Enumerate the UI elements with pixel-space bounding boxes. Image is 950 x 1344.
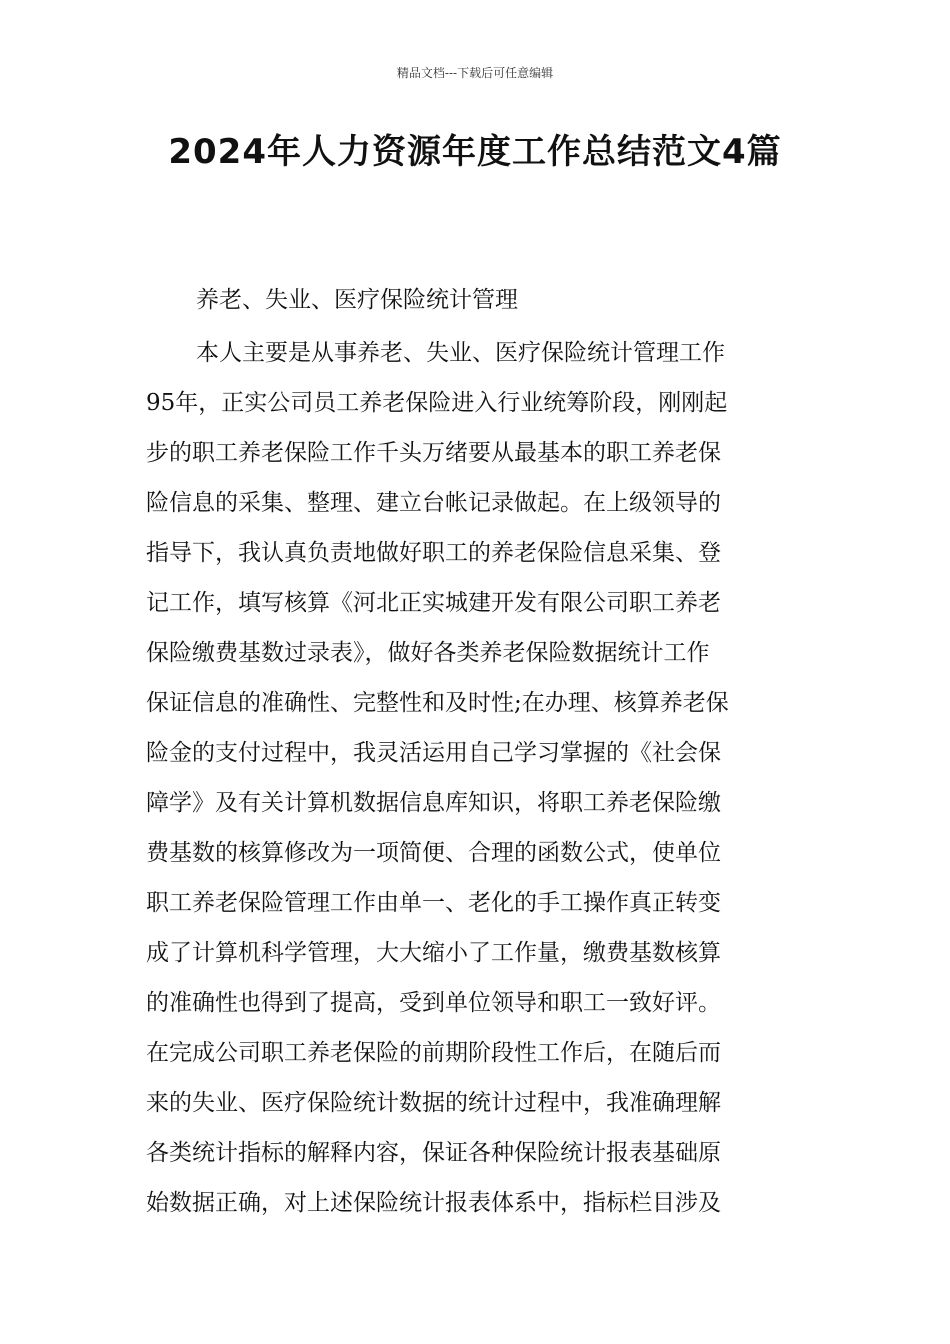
- document-title: 2024年人力资源年度工作总结范文4篇: [168, 132, 782, 172]
- body-line: 费基数的核算修改为一项简便、合理的函数公式，使单位: [146, 840, 721, 866]
- body-line: 步的职工养老保险工作千头万绪要从最基本的职工养老保: [146, 440, 721, 466]
- body-text: [146, 328, 810, 1228]
- body-line: 职工养老保险管理工作由单一、老化的手工操作真正转变: [146, 890, 721, 916]
- body-line: 记工作，填写核算《河北正实城建开发有限公司职工养老: [146, 590, 721, 616]
- body-line: 障学》及有关计算机数据信息库知识，将职工养老保险缴: [146, 790, 721, 816]
- body-line: 在完成公司职工养老保险的前期阶段性工作后，在随后而: [146, 1040, 721, 1066]
- body-line: 保证信息的准确性、完整性和及时性;在办理、核算养老保: [146, 690, 729, 716]
- section-heading: 养老、失业、医疗保险统计管理: [196, 287, 518, 313]
- body-line: 成了计算机科学管理，大大缩小了工作量，缴费基数核算: [146, 940, 721, 966]
- body-line: 指导下，我认真负责地做好职工的养老保险信息采集、登: [146, 540, 721, 566]
- body-line: 保险缴费基数过录表》，做好各类养老保险数据统计工作: [146, 640, 710, 666]
- body-line: 始数据正确，对上述保险统计报表体系中，指标栏目涉及: [146, 1190, 721, 1216]
- body-line: 各类统计指标的解释内容，保证各种保险统计报表基础原: [146, 1140, 721, 1166]
- body-line: 的准确性也得到了提高，受到单位领导和职工一致好评。: [146, 990, 721, 1016]
- body-line: 本人主要是从事养老、失业、医疗保险统计管理工作: [196, 340, 725, 366]
- body-line: 险金的支付过程中，我灵活运用自己学习掌握的《社会保: [146, 740, 721, 766]
- body-line: 来的失业、医疗保险统计数据的统计过程中，我准确理解: [146, 1090, 721, 1116]
- body-line: 95年，正实公司员工养老保险进入行业统筹阶段，刚刚起: [146, 390, 728, 416]
- body-line: 险信息的采集、整理、建立台帐记录做起。在上级领导的: [146, 490, 721, 516]
- header-note: 精品文档---下载后可任意编辑: [396, 66, 554, 80]
